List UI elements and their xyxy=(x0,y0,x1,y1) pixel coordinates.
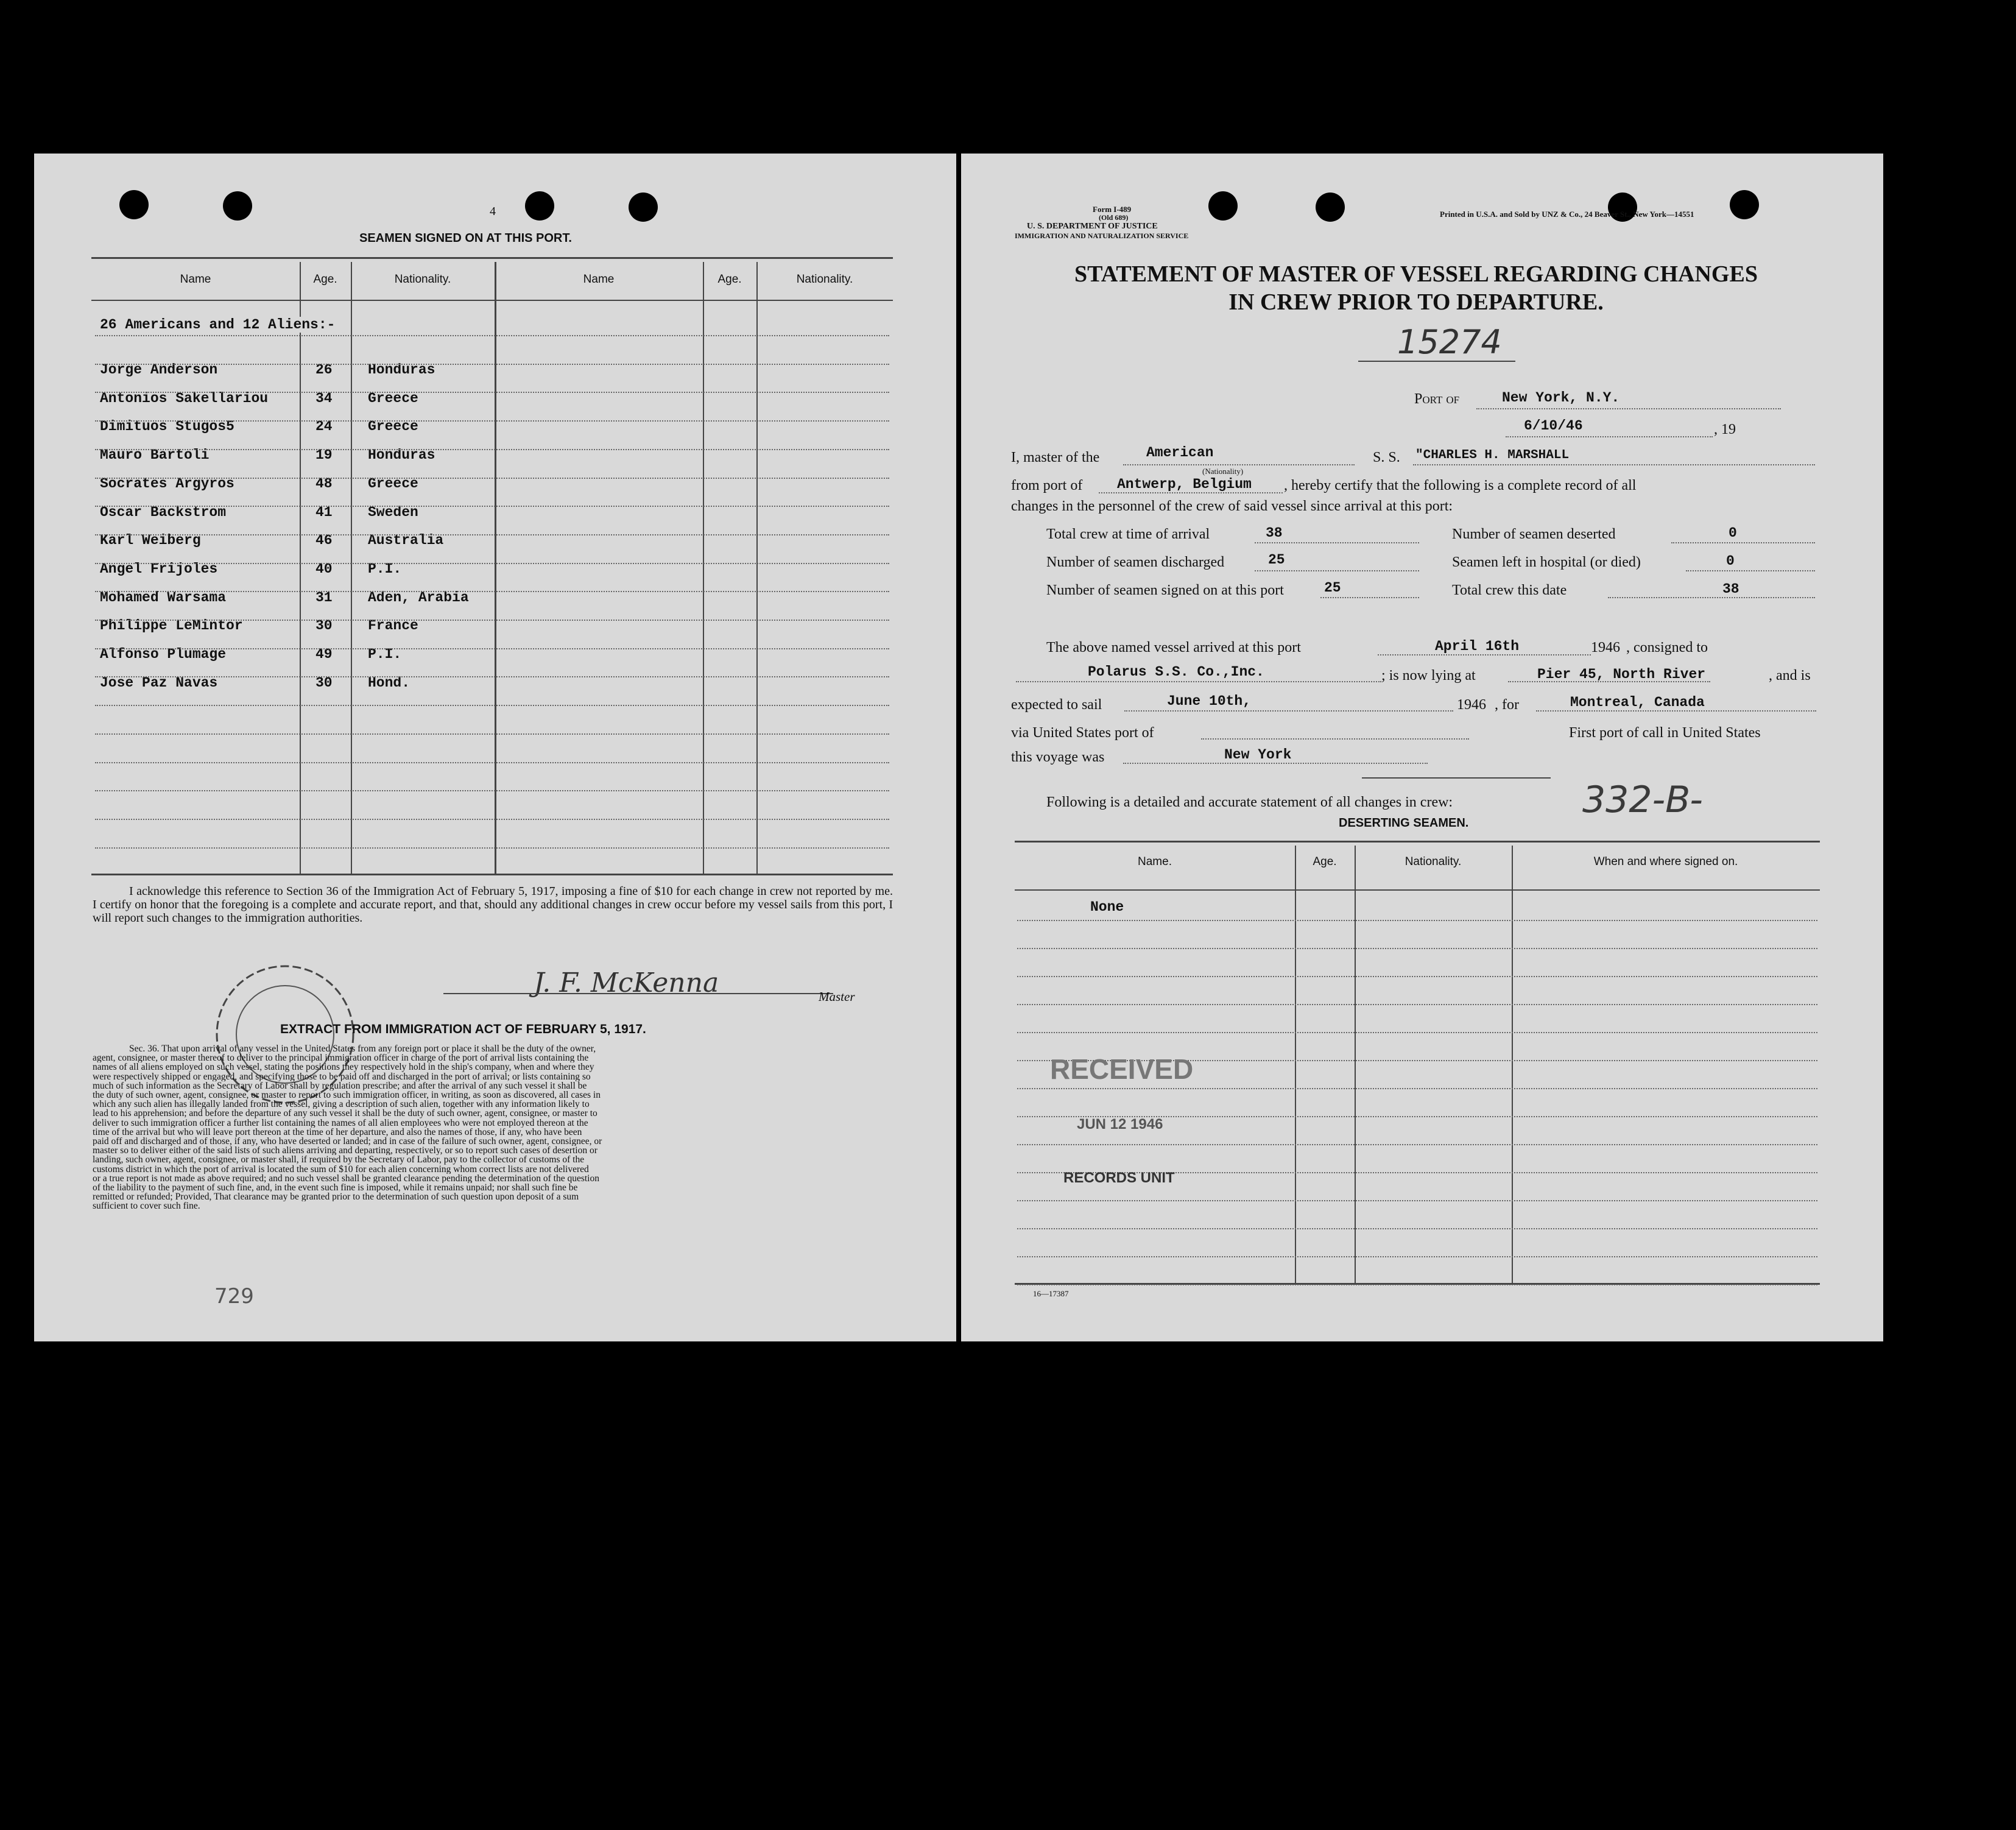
punch-hole xyxy=(1316,193,1345,222)
ruled-line xyxy=(95,705,889,706)
fill-line xyxy=(1201,738,1469,740)
ss-label: S. S. xyxy=(1373,450,1400,465)
right-page xyxy=(961,154,1883,1341)
column-divider xyxy=(300,262,301,874)
extract-line: or a true report is not made as above required; and no such vessel shall be granted clearance pending the determination of the question xyxy=(93,1173,599,1184)
seaman-name: Mauro Bartoli xyxy=(100,447,210,464)
handwritten-number: 729 xyxy=(214,1284,254,1309)
fill-line xyxy=(1508,681,1710,682)
handwritten-code: 332-B- xyxy=(1582,779,1703,821)
extract-line: agent, consignee, or master thereof to deliver to the principal immigration officer in charge of the port of arrival lists containing the xyxy=(93,1053,589,1063)
arrived-year: 1946 xyxy=(1591,640,1620,655)
ruled-line xyxy=(1017,1032,1817,1033)
seaman-age: 19 xyxy=(315,447,333,464)
master-signature: J. F. McKenna xyxy=(534,967,719,998)
total-arrival-value: 38 xyxy=(1266,525,1283,541)
total-today-label: Total crew this date xyxy=(1452,582,1567,598)
seaman-nationality: Greece xyxy=(368,475,418,492)
sail-year: 1946 xyxy=(1457,697,1486,713)
extract-line: paid off and discharged and of those, if any, who have deserted or landed; and in case of the failure of such owner, agent, consignee, or xyxy=(93,1137,602,1146)
seaman-nationality: P.I. xyxy=(368,646,402,662)
from-port-value: Antwerp, Belgium xyxy=(1117,476,1252,492)
first-port-label: First port of call in United States xyxy=(1569,725,1761,741)
arrived-date: April 16th xyxy=(1435,638,1520,654)
consignee-value: Polarus S.S. Co.,Inc. xyxy=(1088,664,1264,680)
records-unit-stamp: RECORDS UNIT xyxy=(1063,1170,1175,1186)
seaman-age: 30 xyxy=(315,618,333,634)
seaman-age: 40 xyxy=(315,560,333,577)
fill-line xyxy=(1476,408,1781,409)
ruled-line xyxy=(95,449,889,450)
vessel-name: "CHARLES H. MARSHALL xyxy=(1415,448,1570,462)
ruled-line xyxy=(95,620,889,621)
fill-line xyxy=(1686,570,1815,571)
seaman-name: Angel Frijoles xyxy=(100,560,218,577)
form-title-line2: IN CREW PRIOR TO DEPARTURE. xyxy=(1228,289,1604,315)
ruled-line xyxy=(1017,1256,1817,1257)
form-number: Form I-489 xyxy=(1093,205,1132,214)
column-divider xyxy=(1512,846,1513,1283)
header-age: Age. xyxy=(1313,855,1337,868)
seaman-nationality: Honduras xyxy=(368,447,435,464)
ruled-line xyxy=(1017,1200,1817,1201)
deserted-value: 0 xyxy=(1729,525,1737,541)
seaman-age: 34 xyxy=(315,390,333,406)
extract-line: deliver to such immigration officer a further list containing the names of all alien employees who were not employed thereon at the xyxy=(93,1118,588,1128)
ruled-line xyxy=(1017,1144,1817,1145)
ruled-line xyxy=(1017,1228,1817,1229)
column-divider xyxy=(1355,846,1356,1283)
ruled-line xyxy=(95,676,889,677)
certify-text: , hereby certify that the following is a complete record of all xyxy=(1284,478,1637,493)
seaman-nationality: Hond. xyxy=(368,674,411,691)
ruled-line xyxy=(95,733,889,735)
seaman-nationality: P.I. xyxy=(368,560,402,577)
page-number: 4 xyxy=(490,205,496,218)
ruled-line xyxy=(1017,1004,1817,1005)
extract-line: customs district in which the port of arrival is located the sum of $10 for each alien concerning whom correct lists are not delivered xyxy=(93,1164,589,1174)
date-value: 6/10/46 xyxy=(1524,418,1583,434)
fill-line xyxy=(1536,710,1816,712)
extract-line: master so to deliver either of the said lists of such aliens arriving and departing, respectively, or so to report such cases of desertion or xyxy=(93,1146,597,1156)
seaman-nationality: Honduras xyxy=(368,362,435,378)
extract-line: landing, such owner, agent, consignee, or master shall, if required by the Secretary of Labor, pay to the collector of customs of the xyxy=(93,1155,585,1165)
fill-line xyxy=(1671,542,1815,543)
consigned-label: , consigned to xyxy=(1626,640,1708,655)
printer-line: Printed in U.S.A. and Sold by UNZ & Co., 24 Beaver St., New York—14551 xyxy=(1440,210,1694,219)
ruled-line xyxy=(95,790,889,791)
received-date-stamp: JUN 12 1946 xyxy=(1077,1116,1163,1132)
seaman-age: 26 xyxy=(315,362,333,378)
seaman-name: Alfonso Plumage xyxy=(100,646,227,662)
acknowledgement-text: I acknowledge this reference to Section 36 of the Immigration Act of February 5, 1917, imposing a fine of $10 for each change in crew not reported by me. I certify on honor that the foregoing is a complete and accurate report, and that, should any additional changes in crew occur before my vessel sails from this port, I will report such changes to the immigration authorities. xyxy=(93,885,893,925)
seaman-age: 46 xyxy=(315,532,333,549)
seaman-name: Jose Paz Navas xyxy=(100,674,218,691)
certify-text-2: changes in the personnel of the crew of said vessel since arrival at this port: xyxy=(1011,498,1453,514)
seaman-age: 48 xyxy=(315,475,333,492)
destination-value: Montreal, Canada xyxy=(1570,694,1705,710)
table-bottom-rule xyxy=(91,874,893,875)
seaman-age: 41 xyxy=(315,504,333,520)
seaman-nationality: Aden, Arabia xyxy=(368,589,469,606)
arrived-label: The above named vessel arrived at this port xyxy=(1046,640,1301,655)
ruled-line xyxy=(95,563,889,564)
fill-line xyxy=(1255,542,1419,543)
punch-hole xyxy=(1730,190,1759,219)
extract-line: much of such information as the Secretary of Labor shall by regulation prescribe; and after the arrival of any such vessel it shall be xyxy=(93,1081,587,1091)
service: IMMIGRATION AND NATURALIZATION SERVICE xyxy=(1015,231,1189,240)
ruled-line xyxy=(95,534,889,535)
extract-line: Sec. 36. That upon arrival of any vessel in the United States from any foreign port or place it shall be the duty of the owner, xyxy=(129,1044,596,1054)
seaman-age: 24 xyxy=(315,419,333,435)
form-old-number: (Old 689) xyxy=(1099,213,1129,222)
punch-hole xyxy=(223,191,252,221)
fill-line xyxy=(1099,492,1283,493)
nationality-value: American xyxy=(1146,445,1214,461)
sail-date: June 10th, xyxy=(1167,693,1252,709)
discharged-value: 25 xyxy=(1268,552,1285,568)
for-label: , for xyxy=(1495,697,1519,713)
column-divider xyxy=(1295,846,1296,1283)
fill-line xyxy=(1608,597,1815,598)
ruled-line xyxy=(1017,948,1817,949)
id-underline xyxy=(1358,361,1515,362)
extract-line: names of all aliens employed on such vessel, stating the positions they respectively hold in the ship's company, when and where they xyxy=(93,1062,594,1072)
fill-line xyxy=(1413,464,1815,465)
header-nationality: Nationality. xyxy=(394,273,451,286)
ruled-line xyxy=(95,648,889,649)
hospital-value: 0 xyxy=(1726,553,1735,569)
extract-line: which any such alien has illegally landed from the vessel, giving a description of such alien, together with any information likely to xyxy=(93,1100,590,1109)
ruled-line xyxy=(95,591,889,592)
first-port-value: New York xyxy=(1224,747,1292,763)
ruled-line xyxy=(95,506,889,507)
port-value: New York, N.Y. xyxy=(1502,390,1620,406)
punch-hole xyxy=(629,193,658,222)
header-name: Name xyxy=(180,273,211,286)
header-age: Age. xyxy=(717,273,742,286)
fill-line xyxy=(1506,436,1713,437)
seaman-age: 31 xyxy=(315,589,333,606)
from-port-label: from port of xyxy=(1011,478,1083,493)
punch-hole xyxy=(1208,191,1238,221)
table-header-rule xyxy=(1015,889,1820,891)
extract-line: of the liability to the payment of such fine, and, in the event such fine is imposed, while it remains unpaid; nor shall such fine be xyxy=(93,1183,578,1193)
and-is-label: , and is xyxy=(1769,668,1811,684)
form-title-line1: STATEMENT OF MASTER OF VESSEL REGARDING CHANGES xyxy=(1074,261,1758,287)
header-signed-on: When and where signed on. xyxy=(1593,855,1738,868)
seaman-nationality: France xyxy=(368,618,418,634)
header-name: Name. xyxy=(1138,855,1172,868)
column-divider xyxy=(703,262,704,874)
seaman-name: Karl Weiberg xyxy=(100,532,201,549)
year-label: , 19 xyxy=(1714,422,1736,437)
ruled-line xyxy=(95,762,889,763)
summary-line: 26 Americans and 12 Aliens:- xyxy=(100,317,336,333)
lying-label: ; is now lying at xyxy=(1381,668,1476,684)
extract-line: were respectively shipped or engaged, and specifying those to be paid off and discharged in the port of arrival; or lists containing so xyxy=(93,1072,591,1081)
seaman-name: Oscar Backstrom xyxy=(100,504,227,520)
fill-line xyxy=(1255,570,1419,571)
left-page xyxy=(34,154,956,1341)
master-label: I, master of the xyxy=(1011,450,1100,465)
fill-line xyxy=(1124,710,1453,712)
fill-line xyxy=(1378,654,1591,655)
extract-line: lead to his apprehension; and before the departure of any such vessel it shall be the duty of such owner, agent, consignee, or master to xyxy=(93,1109,597,1118)
extract-title: EXTRACT FROM IMMIGRATION ACT OF FEBRUARY 5, 1917. xyxy=(280,1022,646,1036)
ruled-line xyxy=(1017,1284,1817,1285)
punch-hole xyxy=(525,191,554,221)
signature-line xyxy=(443,993,833,994)
separator-rule xyxy=(1362,777,1551,779)
department: U. S. DEPARTMENT OF JUSTICE xyxy=(1027,222,1158,231)
ruled-line xyxy=(95,847,889,849)
fill-line xyxy=(1123,763,1428,764)
header-nationality: Nationality. xyxy=(796,273,853,286)
ruled-line xyxy=(95,819,889,820)
punch-hole xyxy=(119,190,149,219)
fill-line xyxy=(1016,681,1381,682)
seaman-name: Jorge Anderson xyxy=(100,362,218,378)
table-top-rule xyxy=(91,257,893,259)
deserting-entry: None xyxy=(1090,899,1124,915)
table-top-rule xyxy=(1015,841,1820,843)
header-nationality: Nationality. xyxy=(1405,855,1462,868)
seaman-nationality: Australia xyxy=(368,532,444,549)
signed-on-label: Number of seamen signed on at this port xyxy=(1046,582,1284,598)
signed-on-value: 25 xyxy=(1324,580,1341,596)
seaman-age: 49 xyxy=(315,646,333,662)
ruled-line xyxy=(95,392,889,393)
seaman-name: Socrates Argyros xyxy=(100,475,234,492)
column-divider xyxy=(756,262,758,874)
seaman-age: 30 xyxy=(315,674,333,691)
following-label: Following is a detailed and accurate statement of all changes in crew: xyxy=(1046,794,1453,810)
signature-role: Master xyxy=(819,989,855,1004)
extract-line: time of the arrival but who will leave port thereon at the time of her departure, and also the names of those, if any, who have been xyxy=(93,1127,582,1137)
nationality-caption: (Nationality) xyxy=(1202,467,1244,476)
extract-line: the duty of such owner, agent, consignee, or master to report to such immigration officer, in writing, as soon as discovered, all cases in xyxy=(93,1090,601,1100)
seaman-name: Antonios Sakellariou xyxy=(100,390,269,406)
extract-line: sufficient to cover such fine. xyxy=(93,1201,200,1211)
hospital-label: Seamen left in hospital (or died) xyxy=(1452,554,1641,570)
extract-text xyxy=(93,1044,893,1211)
footer-code: 16—17387 xyxy=(1033,1289,1069,1298)
ruled-line xyxy=(95,364,889,365)
seaman-nationality: Greece xyxy=(368,390,418,406)
ruled-line xyxy=(1017,1088,1817,1089)
voyage-label: this voyage was xyxy=(1011,749,1105,765)
seaman-name: Philippe LeMintor xyxy=(100,618,243,634)
received-stamp: RECEIVED xyxy=(1050,1053,1194,1085)
seaman-nationality: Greece xyxy=(368,419,418,435)
column-divider xyxy=(351,262,352,874)
berth-value: Pier 45, North River xyxy=(1537,666,1706,682)
fill-line xyxy=(1123,464,1355,465)
ruled-line xyxy=(95,478,889,479)
column-divider xyxy=(495,262,496,874)
deserted-label: Number of seamen deserted xyxy=(1452,526,1616,542)
seaman-name: Mohamed Warsama xyxy=(100,589,227,606)
discharged-label: Number of seamen discharged xyxy=(1046,554,1225,570)
ruled-line xyxy=(1017,920,1817,921)
deserting-title: DESERTING SEAMEN. xyxy=(1339,816,1469,830)
ruled-line xyxy=(1017,976,1817,977)
header-age: Age. xyxy=(313,273,337,286)
via-label: via United States port of xyxy=(1011,725,1154,741)
total-today-value: 38 xyxy=(1722,581,1739,597)
port-label: Port of xyxy=(1414,391,1460,407)
header-name: Name xyxy=(583,273,615,286)
extract-line: remitted or refunded; Provided, That clearance may be granted prior to the determination of such question upon deposit of a sum xyxy=(93,1192,579,1202)
seaman-nationality: Sweden xyxy=(368,504,418,520)
seaman-name: Dimituos Stugos5 xyxy=(100,419,234,435)
total-arrival-label: Total crew at time of arrival xyxy=(1046,526,1210,542)
ruled-line xyxy=(95,335,889,336)
table-header-rule xyxy=(91,300,893,301)
expected-label: expected to sail xyxy=(1011,697,1102,713)
page-title: SEAMEN SIGNED ON AT THIS PORT. xyxy=(359,231,572,245)
fill-line xyxy=(1320,597,1419,598)
ruled-line xyxy=(95,420,889,422)
handwritten-id: 15274 xyxy=(1397,323,1502,361)
